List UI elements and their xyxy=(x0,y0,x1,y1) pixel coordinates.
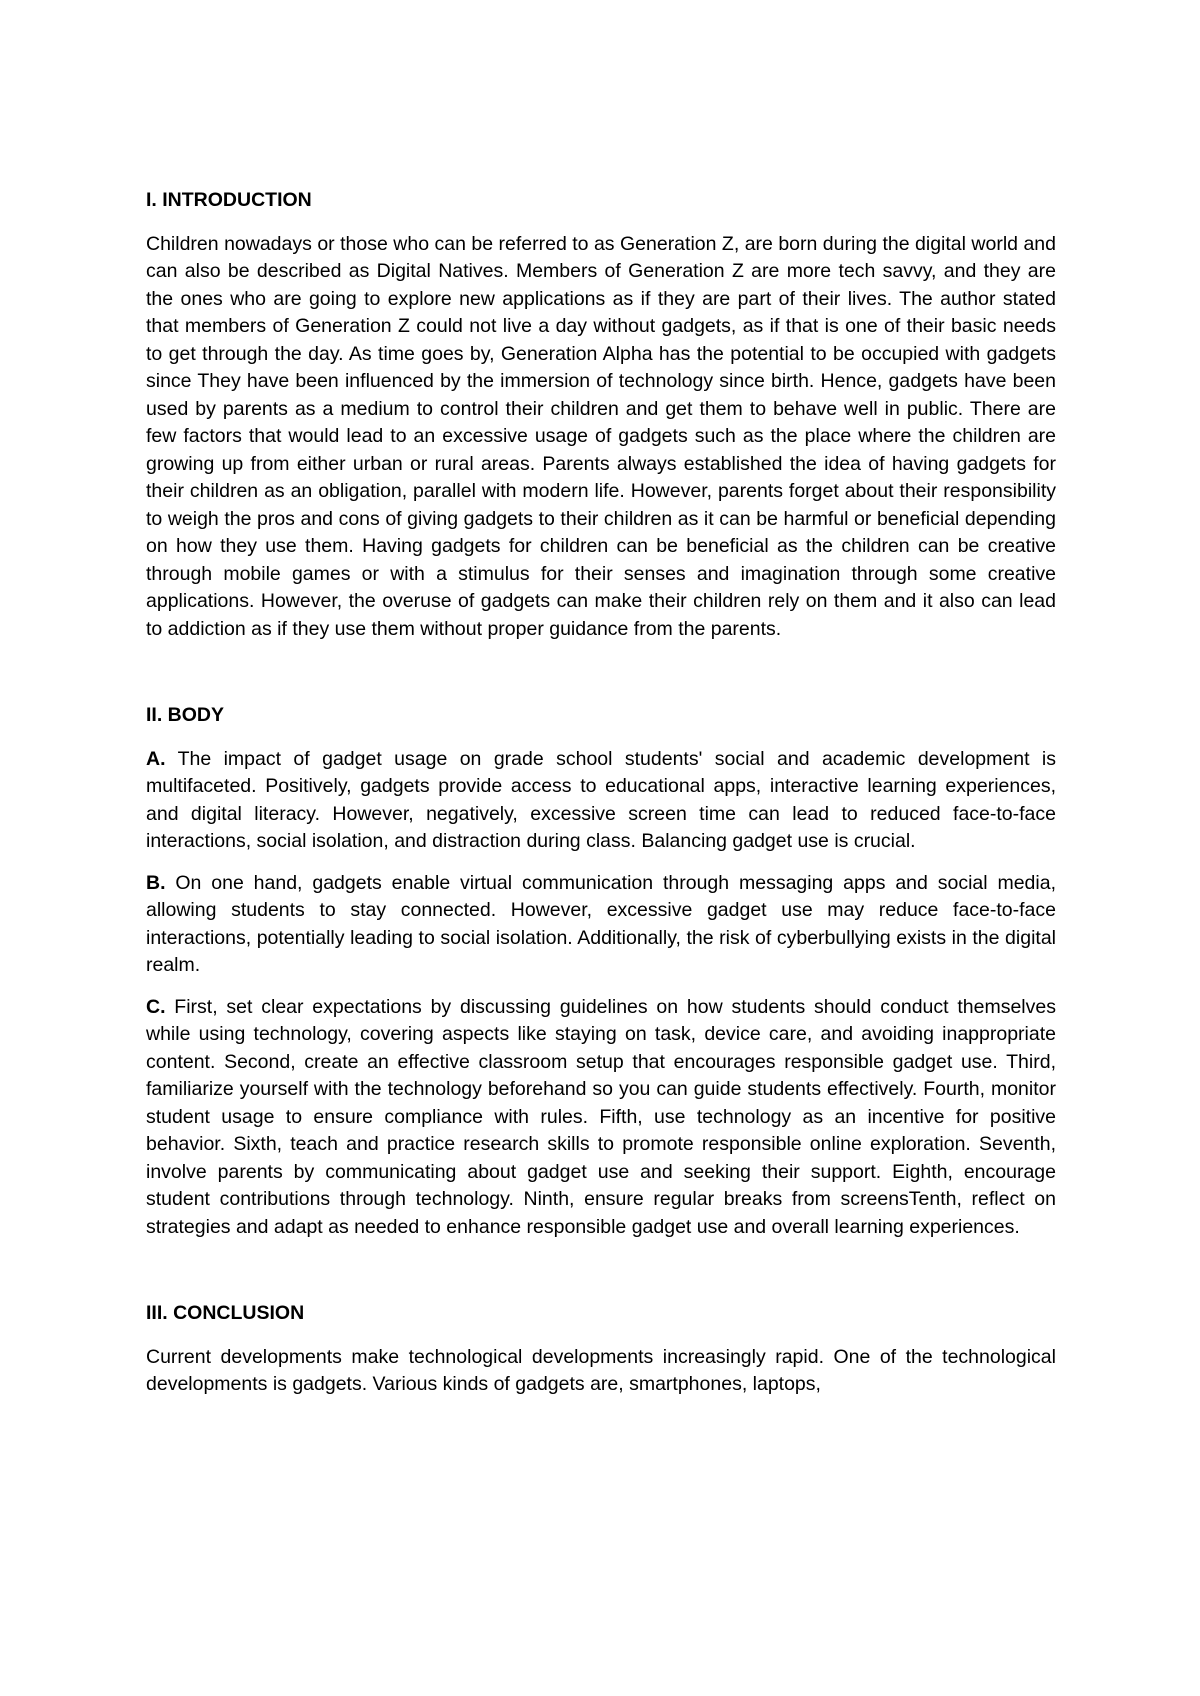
section-spacer xyxy=(146,1255,1056,1300)
introduction-paragraph: Children nowadays or those who can be referred to as Generation Z, are born during the digital world and can also be described as Digital Natives. Members of Generation Z are more tech savvy, and they are the ones who are going to explore new applications as if they are part of their lives. The author stated that members of Generation Z could not live a day without gadgets, as if that is one of their basic needs to get through the day. As time goes by, Generation Alpha has the potential to be occupied with gadgets since They have been influenced by the immersion of technology since birth. Hence, gadgets have been used by parents as a medium to control their children and get them to behave well in public. There are few factors that would lead to an excessive usage of gadgets such as the place where the children are growing up from either urban or rural areas. Parents always established the idea of having gadgets for their children as an obligation, parallel with modern life. However, parents forget about their responsibility to weigh the pros and cons of giving gadgets to their children as it can be harmful or beneficial depending on how they use them. Having gadgets for children can be beneficial as the children can be creative through mobile games or with a stimulus for their senses and imagination through some creative applications. However, the overuse of gadgets can make their children rely on them and it also can lead to addiction as if they use them without proper guidance from the parents. xyxy=(146,232,1056,640)
body-item-b xyxy=(146,870,1056,980)
body-item-c-label: C. xyxy=(146,995,166,1018)
body-item-a-label: A. xyxy=(146,747,166,770)
body-heading: II. BODY xyxy=(146,704,225,726)
document-page xyxy=(146,187,1056,1413)
body-item-b-text: On one hand, gadgets enable virtual communication through messaging apps and social media, allowing students to stay connected. However, excessive gadget use may reduce face-to-face interactions, potentially leading to social isolation. Additionally, the risk of cyberbullying exists in the digital realm. xyxy=(146,871,1056,976)
body-item-c xyxy=(146,994,1056,1242)
body-item-c-text: First, set clear expectations by discussing guidelines on how students should conduct themselves while using technology, covering aspects like staying on task, device care, and avoiding inappropriate content. Second, create an effective classroom setup that encourages responsible gadget use. Third, familiarize yourself with the technology beforehand so you can guide students effectively. Fourth, monitor student usage to ensure compliance with rules. Fifth, use technology as an incentive for positive behavior. Sixth, teach and practice research skills to promote responsible online exploration. Seventh, involve parents by communicating about gadget use and seeking their support. Eighth, encourage student contributions through technology. Ninth, ensure regular breaks from screensTenth, reflect on strategies and adapt as needed to enhance responsible gadget use and overall learning experiences. xyxy=(146,995,1056,1238)
body-item-a xyxy=(146,746,1056,856)
introduction-heading: I. INTRODUCTION xyxy=(146,189,312,211)
conclusion-paragraph: Current developments make technological developments increasingly rapid. One of the technological developments is gadgets. Various kinds of gadgets are, smartphones, laptops, xyxy=(146,1345,1056,1395)
body-item-a-text: The impact of gadget usage on grade school students' social and academic development is multifaceted. Positively, gadgets provide access to educational apps, interactive learning experiences, and digital literacy. However, negatively, excessive screen time can lead to reduced face-to-face interactions, social isolation, and distraction during class. Balancing gadget use is crucial. xyxy=(146,747,1056,852)
body-item-b-label: B. xyxy=(146,871,166,894)
conclusion-heading: III. CONCLUSION xyxy=(146,1302,305,1324)
section-spacer xyxy=(146,657,1056,702)
